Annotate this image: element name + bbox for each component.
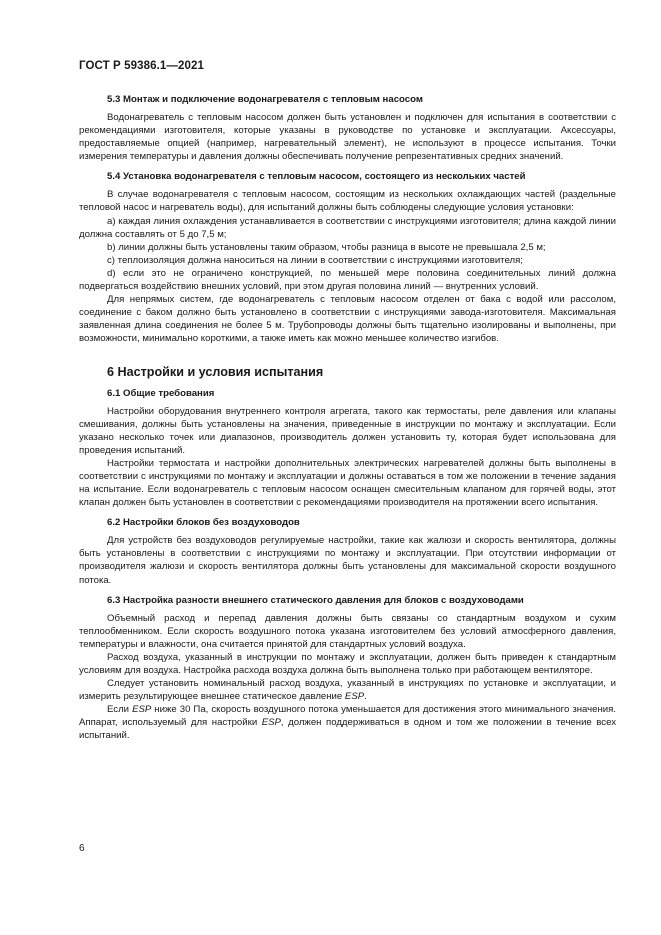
paragraph-text: , должен поддерживаться в одном и том же положении в течение всех испытаний. [79,717,616,742]
section-5-4-title: 5.4 Установка водонагревателя с тепловым насосом, состоящего из нескольких частей [107,171,526,183]
section-6-1-paragraph-2: Настройки термостата и настройки дополнительных электрических нагревателей должны быть выполнены в соответствии с инструкциями по монтажу и эксплуатации и должны оставаться в том же положении в течение задания на испытание. Если водонагреватель с тепловым насосом оснащен смесительным клапаном для горячей воды, этот клапан должен быть установлен в соответствии с рекомендациями производителя на протяжении всего испытания. [79,457,616,509]
section-6-2-paragraph: Для устройств без воздуховодов регулируемые настройки, такие как жалюзи и скорость вентилятора, должны быть установлены в соответствии с инструкциями по монтажу и эксплуатации. При отсутствии информации от производителя жалюзи и скорость вентилятора должны быть установлены для максимальной скорости воздушного потока. [79,535,616,586]
page-number: 6 [79,843,85,854]
section-5-3-paragraph: Водонагреватель с тепловым насосом должен быть установлен и подключен для испытания в соответствии с рекомендациями изготовителя, которые указаны в руководстве по установке и эксплуатации. Аксессуары, предоставляемые опцией (например, нагревательный элемент), не используют в процессе испытания. Точки измерения температуры и давления должны обеспечивать получение репрезентативных средних значений. [79,112,616,163]
esp-term: ESP [261,717,281,729]
section-5-4-item-b: b) линии должны быть установлены таким образом, чтобы разница в высоте не превышала 2,5 м; [107,241,546,253]
section-6-3-paragraph-2: Расход воздуха, указанный в инструкции по монтажу и эксплуатации, должен быть приведен к стандартным условиям для воздуха. Настройка расхода воздуха должна быть выполнена только при работающем вентиляторе. [79,651,616,676]
section-6-3-paragraph-3 [79,677,616,703]
section-5-4-paragraph-2: Для непрямых систем, где водонагреватель с тепловым насосом отделен от бака с водой или рассолом, соединение с баком должно быть установлено в соответствии с инструкциями завода-изготовителя. Максимальная заявленная длина соединения не более 5 м. Трубопроводы должны быть тщательно изолированы и выполнены, при возможности, минимально короткими, а также иметь как можно меньшее количество изгибов. [79,294,616,345]
section-6-3-paragraph-4 [79,703,616,742]
section-6-3-paragraph-1: Объемный расход и перепад давления должны быть связаны со стандартным воздухом и сухим теплообменником. Если скорость воздушного потока указана изготовителем без условий атмосферного давления, температуры и влажности, она считается принятой для стандартных условий воздуха. [79,612,616,650]
paragraph-text: Если [107,704,133,716]
section-5-4-item-a: a) каждая линия охлаждения устанавливается в соответствии с инструкциями изготовителя; длина каждой линии должна составлять от 5 до 7,5 м; [79,215,616,240]
standard-designation: ГОСТ Р 59386.1—2021 [79,60,204,72]
section-5-4-paragraph-1: В случае водонагревателя с тепловым насосом, состоящим из нескольких охлаждающих частей (раздельные тепловой насос и нагреватель воды), для испытаний должны быть соблюдены следующие условия установки: [79,189,616,214]
section-5-3-title: 5.3 Монтаж и подключение водонагревателя с тепловым насосом [107,94,423,105]
section-6-1-paragraph-1: Настройки оборудования внутреннего контроля агрегата, такого как термостаты, реле давления или клапаны смешивания, должны быть установлены на значения, приведенные в инструкции по монтажу и эксплуатации. Если указано несколько точек или диапазонов, производитель должен установить ту, которая будет использована для проведения испытаний. [79,405,616,456]
section-5-4-item-c: c) теплоизоляция должна наноситься на линии в соответствии с инструкциями изготовителя; [107,254,523,266]
esp-term: ESP [344,691,365,703]
paragraph-text: Следует установить номинальный расход воздуха, указанный в инструкциях по установке и эксплуатации, и измерить результирующее внешнее статическое давление [79,678,616,703]
section-6-title: 6 Настройки и условия испытания [107,364,324,379]
page-content [79,93,616,743]
section-6-1-title: 6.1 Общие требования [107,387,215,399]
section-5-4-item-d: d) если это не ограничено конструкцией, по меньшей мере половина соединительных линий должна подвергаться воздействию внешних условий, при этом другая половина линий — внутренних условий. [79,267,616,293]
paragraph-text: . [364,691,367,703]
section-6-2-title: 6.2 Настройки блоков без воздуховодов [107,517,300,529]
paragraph-text: ниже 30 Па, скорость воздушного потока уменьшается для достижения этого минимального значения. Аппарат, используемый для настройки [79,704,616,729]
esp-term: ESP [132,704,152,716]
section-6-3-title: 6.3 Настройка разности внешнего статического давления для блоков с воздуховодами [107,594,524,606]
